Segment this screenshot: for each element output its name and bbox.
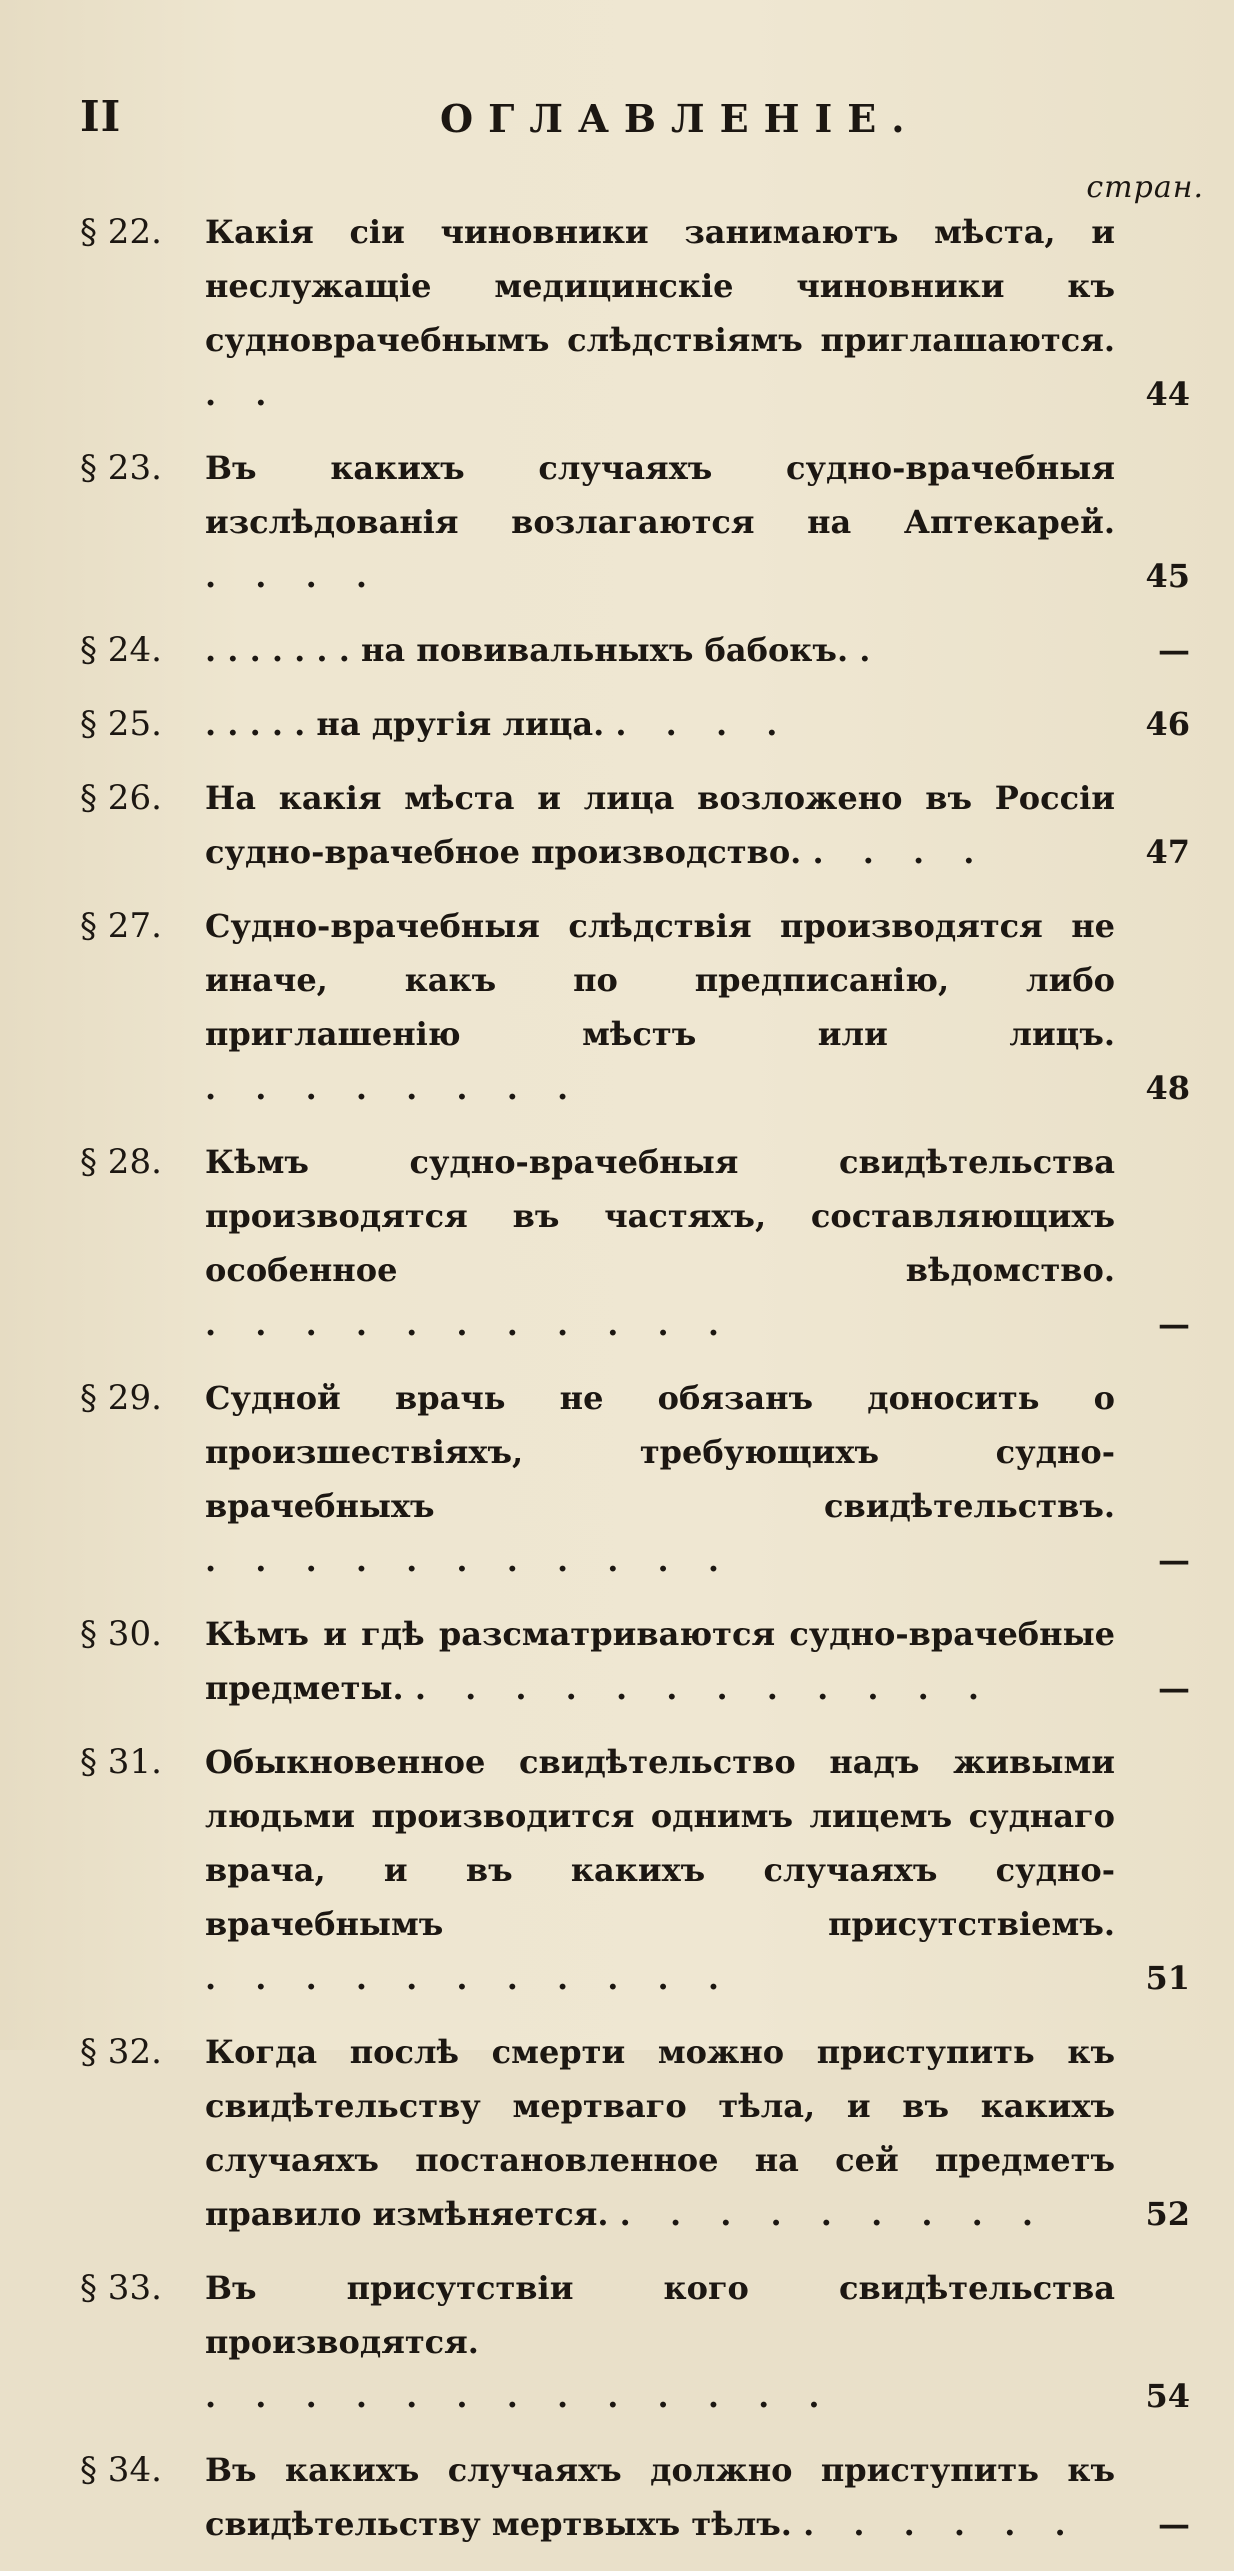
section-number: § 24. bbox=[80, 630, 162, 670]
section-number: § 26. bbox=[80, 778, 162, 818]
section-number: § 34. bbox=[80, 2450, 162, 2490]
page-ref: 51 bbox=[1145, 1959, 1190, 1997]
toc-entry-25 bbox=[80, 697, 1190, 751]
page-ref: — bbox=[1158, 631, 1190, 669]
toc-entry-22 bbox=[80, 205, 1190, 421]
page-ref: — bbox=[1158, 2505, 1190, 2543]
dot-leader: . . . . . . . . . . . bbox=[205, 1959, 733, 1997]
toc-entry-27 bbox=[80, 899, 1190, 1115]
page-ref: — bbox=[1158, 1305, 1190, 1343]
page-ref: — bbox=[1158, 1669, 1190, 1707]
entry-text: . . . . . на другія лица. bbox=[205, 705, 605, 743]
entry-text: Въ присутствіи кого свидѣтельства производятся. bbox=[205, 2269, 1115, 2361]
toc-entry-28 bbox=[80, 1135, 1190, 1351]
page-ref: 45 bbox=[1145, 557, 1190, 595]
dot-leader: . . . . . . . . . . . bbox=[205, 1541, 733, 1579]
toc-entry-34 bbox=[80, 2443, 1190, 2551]
entry-text: Въ какихъ случаяхъ должно приступить къ свидѣтельству мертвыхъ тѣлъ. bbox=[205, 2451, 1115, 2543]
entry-text: Когда послѣ смерти можно приступить къ свидѣтельству мертваго тѣла, и въ какихъ случаяхъ постановленное на сей предметъ правило измѣняется. bbox=[205, 2033, 1115, 2233]
dot-leader: . . . . . . . . bbox=[205, 1069, 583, 1107]
dot-leader: . . . . . . . . . . . . bbox=[414, 1669, 994, 1707]
dot-leader: . . . . . . . . . . . bbox=[205, 1305, 733, 1343]
page-ref: 52 bbox=[1145, 2195, 1190, 2233]
entry-text: Обыкновенное свидѣтельство надъ живыми людьми производится однимъ лицемъ суднаго врача, и въ какихъ случаяхъ судно-врачебнымъ присутствіемъ. bbox=[205, 1743, 1115, 1943]
page-ref: 48 bbox=[1145, 1069, 1190, 1107]
dot-leader: . . bbox=[205, 375, 281, 413]
entry-text: Кѣмъ судно-врачебныя свидѣтельства производятся въ частяхъ, составляющихъ особенное вѣдомство. bbox=[205, 1143, 1115, 1289]
dot-leader: . . . . bbox=[615, 705, 792, 743]
page-header bbox=[80, 92, 1190, 152]
page-column-label: стран. bbox=[1086, 170, 1204, 205]
entry-text: На какія мѣста и лица возложено въ Россіи судно-врачебное производство. bbox=[205, 779, 1115, 871]
toc-entry-24 bbox=[80, 623, 1190, 677]
page-ref: 47 bbox=[1145, 833, 1190, 871]
entry-text: Какія сіи чиновники занимаютъ мѣста, и неслужащіе медицинскіе чиновники къ судноврачебнымъ слѣдствіямъ приглашаются. bbox=[205, 213, 1115, 359]
running-title: ОГЛАВЛЕНІЕ. bbox=[440, 96, 920, 141]
toc-entry-29 bbox=[80, 1371, 1190, 1587]
entry-text: . . . . . . . на повивальныхъ бабокъ. bbox=[205, 631, 849, 669]
section-number: § 31. bbox=[80, 1742, 162, 1782]
dot-leader: . . . . . . bbox=[803, 2505, 1080, 2543]
entry-text: Судно-врачебныя слѣдствія производятся не иначе, какъ по предписанію, либо приглашенію мѣстъ или лицъ. bbox=[205, 907, 1115, 1053]
toc-entry-31 bbox=[80, 1735, 1190, 2005]
dot-leader: . bbox=[859, 631, 885, 669]
toc-entry-26 bbox=[80, 771, 1190, 879]
section-number: § 28. bbox=[80, 1142, 162, 1182]
section-number: § 27. bbox=[80, 906, 162, 946]
toc-entry-32 bbox=[80, 2025, 1190, 2241]
toc-entry-33 bbox=[80, 2261, 1190, 2423]
section-number: § 33. bbox=[80, 2268, 162, 2308]
section-number: § 25. bbox=[80, 704, 162, 744]
dot-leader: . . . . . . . . . bbox=[619, 2195, 1048, 2233]
page-number: II bbox=[80, 92, 122, 141]
toc-entry-23 bbox=[80, 441, 1190, 603]
section-number: § 23. bbox=[80, 448, 162, 488]
toc-entry-30 bbox=[80, 1607, 1190, 1715]
page-ref: 46 bbox=[1145, 705, 1190, 743]
table-of-contents bbox=[80, 205, 1190, 2571]
page-ref: 54 bbox=[1145, 2377, 1190, 2415]
section-number: § 22. bbox=[80, 212, 162, 252]
entry-text: Судной врачь не обязанъ доносить о произшествіяхъ, требующихъ судно-врачебныхъ свидѣтельствъ. bbox=[205, 1379, 1115, 1525]
entry-text: Кѣмъ и гдѣ разсматриваются судно-врачебные предметы. bbox=[205, 1615, 1115, 1707]
section-number: § 30. bbox=[80, 1614, 162, 1654]
section-number: § 32. bbox=[80, 2032, 162, 2072]
entry-text: Въ какихъ случаяхъ судно-врачебныя изслѣдованія возлагаются на Аптекарей. bbox=[205, 449, 1115, 541]
dot-leader: . . . . . . . . . . . . . bbox=[205, 2377, 834, 2415]
page-ref: 44 bbox=[1145, 375, 1190, 413]
section-number: § 29. bbox=[80, 1378, 162, 1418]
dot-leader: . . . . bbox=[812, 833, 989, 871]
page-ref: — bbox=[1158, 1541, 1190, 1579]
dot-leader: . . . . bbox=[205, 557, 381, 595]
